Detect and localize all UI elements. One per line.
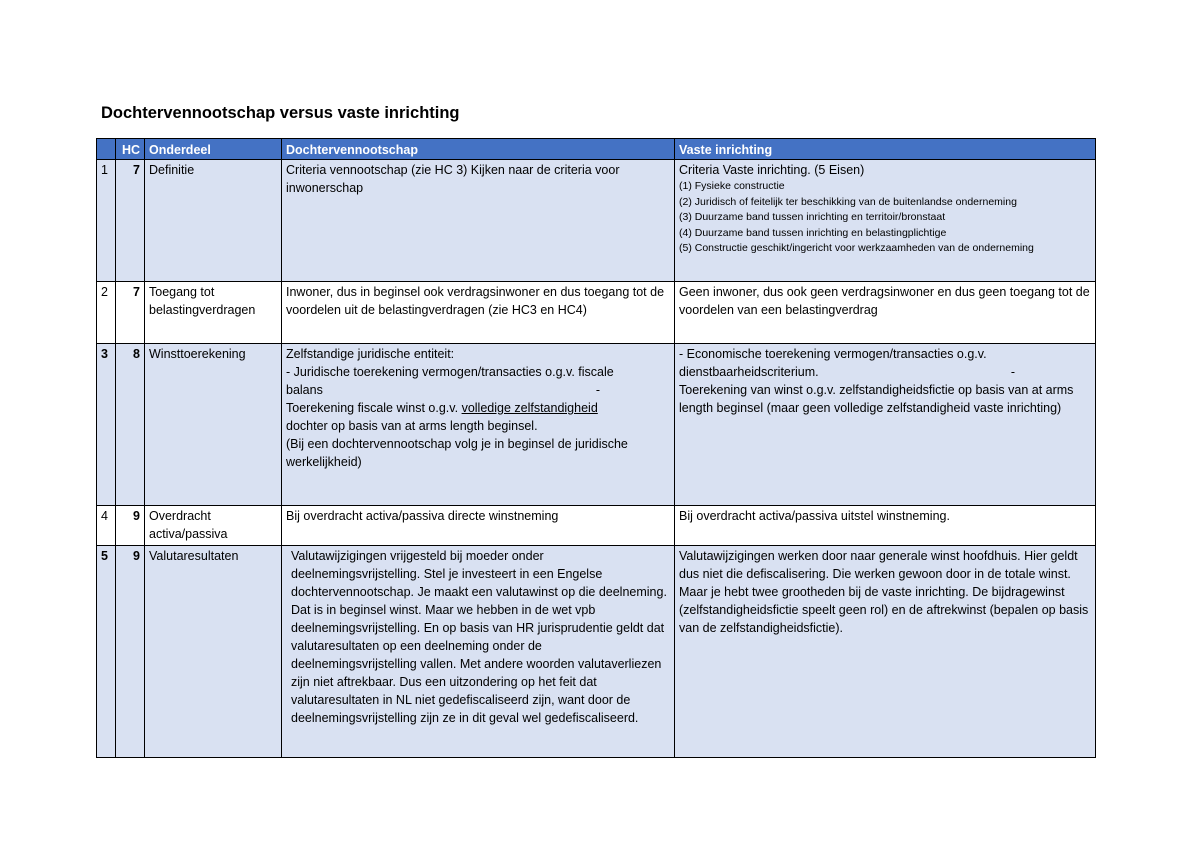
table-header-row [97,139,1096,160]
dochter-line: (Bij een dochtervennootschap volg je in beginsel de juridische werkelijkheid) [286,437,628,469]
dash-marker: - [1010,365,1015,379]
table-row [97,546,1096,758]
row-hc: 9 [116,546,145,758]
header-vaste-inrichting: Vaste inrichting [675,139,1096,160]
vaste-criterion: (5) Constructie geschikt/ingericht voor werkzaamheden van de onderneming [679,242,1034,254]
row-vaste-cell: Bij overdracht activa/passiva uitstel winstneming. [675,506,1096,546]
dash-marker: - [595,383,600,397]
row-hc: 7 [116,160,145,282]
row-vaste-cell: Geen inwoner, dus ook geen verdragsinwoner en dus geen toegang tot de voordelen van een belastingverdrag [675,282,1096,344]
row-hc: 9 [116,506,145,546]
underlined-text: volledige zelfstandigheid [461,401,598,415]
vaste-line-text: dienstbaarheidscriterium. [679,365,819,379]
header-dochtervennootschap: Dochtervennootschap [282,139,675,160]
vaste-intro: Criteria Vaste inrichting. (5 Eisen) [679,163,865,177]
comparison-table [96,138,1096,758]
row-dochter-cell: Criteria vennootschap (zie HC 3) Kijken naar de criteria voor inwonerschap [282,160,675,282]
vaste-line [679,363,1091,381]
vaste-line: Toerekening van winst o.g.v. zelfstandigheidsfictie op basis van at arms length beginsel (maar geen volledige zelfstandigheid vaste inrichting) [679,383,1074,415]
row-number: 2 [97,282,116,344]
dochter-line: - Juridische toerekening vermogen/transacties o.g.v. fiscale [286,365,614,379]
table-row [97,282,1096,344]
vaste-criterion: (4) Duurzame band tussen inrichting en belastingplichtige [679,226,947,239]
dochter-line [286,399,670,417]
header-nr [97,139,116,160]
vaste-criterion: (3) Duurzame band tussen inrichting en territoir/bronstaat [679,211,946,223]
dochter-line: dochter op basis van at arms length beginsel. [286,419,538,433]
dochter-line-text: Toerekening fiscale winst o.g.v. [286,401,462,415]
row-hc: 7 [116,282,145,344]
row-onderdeel: Valutaresultaten [145,546,282,758]
header-onderdeel: Onderdeel [145,139,282,160]
row-hc: 8 [116,344,145,506]
dochter-line: Zelfstandige juridische entiteit: [286,347,455,361]
row-onderdeel: Overdracht activa/passiva [145,506,282,546]
vaste-criterion: (2) Juridisch of feitelijk ter beschikking van de buitenlandse onderneming [679,195,1017,208]
vaste-criterion: (1) Fysieke constructie [679,180,785,192]
row-number: 1 [97,160,116,282]
row-onderdeel: Definitie [145,160,282,282]
row-onderdeel: Toegang tot belastingverdragen [145,282,282,344]
row-dochter-cell: Valutawijzigingen vrijgesteld bij moeder onder deelnemingsvrijstelling. Stel je investeert in een Engelse dochtervennootschap. Je maakt een valutawinst op die deelneming. Dat is in beginsel winst. Maar we hebben in de wet vpb deelnemingsvrijstelling. En op basis van HR jurisprudentie geldt dat valutaresultaten op een deelneming onder de deelnemingsvrijstelling vallen. Met andere woorden valutaverliezen zijn niet aftrekbaar. Dus een uitzondering op het feit dat valutaresultaten in NL niet gedefiscaliseerd zijn, want door de deelnemingsvrijstelling zijn ze in dit geval wel gedefiscaliseerd. [282,546,675,758]
header-hc: HC [116,139,145,160]
row-onderdeel: Winsttoerekening [145,344,282,506]
row-dochter-cell [282,344,675,506]
dochter-line-text: balans [286,383,323,397]
row-dochter-cell: Inwoner, dus in beginsel ook verdragsinwoner en dus toegang tot de voordelen uit de belastingverdragen (zie HC3 en HC4) [282,282,675,344]
document-title: Dochtervennootschap versus vaste inrichting [101,104,460,122]
row-vaste-cell [675,160,1096,282]
dochter-line [286,381,670,399]
table-row [97,160,1096,282]
row-number: 5 [97,546,116,758]
row-number: 4 [97,506,116,546]
table-row [97,506,1096,546]
row-vaste-cell: Valutawijzigingen werken door naar generale winst hoofdhuis. Hier geldt dus niet die defiscalisering. Die werken gewoon door in de totale winst. Maar je hebt twee grootheden bij de vaste inrichting. De bijdragewinst (zelfstandigheidsfictie speelt geen rol) en de aftrekwinst (bepalen op basis van de zelfstandigheidsfictie). [675,546,1096,758]
row-dochter-cell: Bij overdracht activa/passiva directe winstneming [282,506,675,546]
vaste-line: - Economische toerekening vermogen/transacties o.g.v. [679,347,987,361]
row-vaste-cell [675,344,1096,506]
table-row [97,344,1096,506]
row-number: 3 [97,344,116,506]
